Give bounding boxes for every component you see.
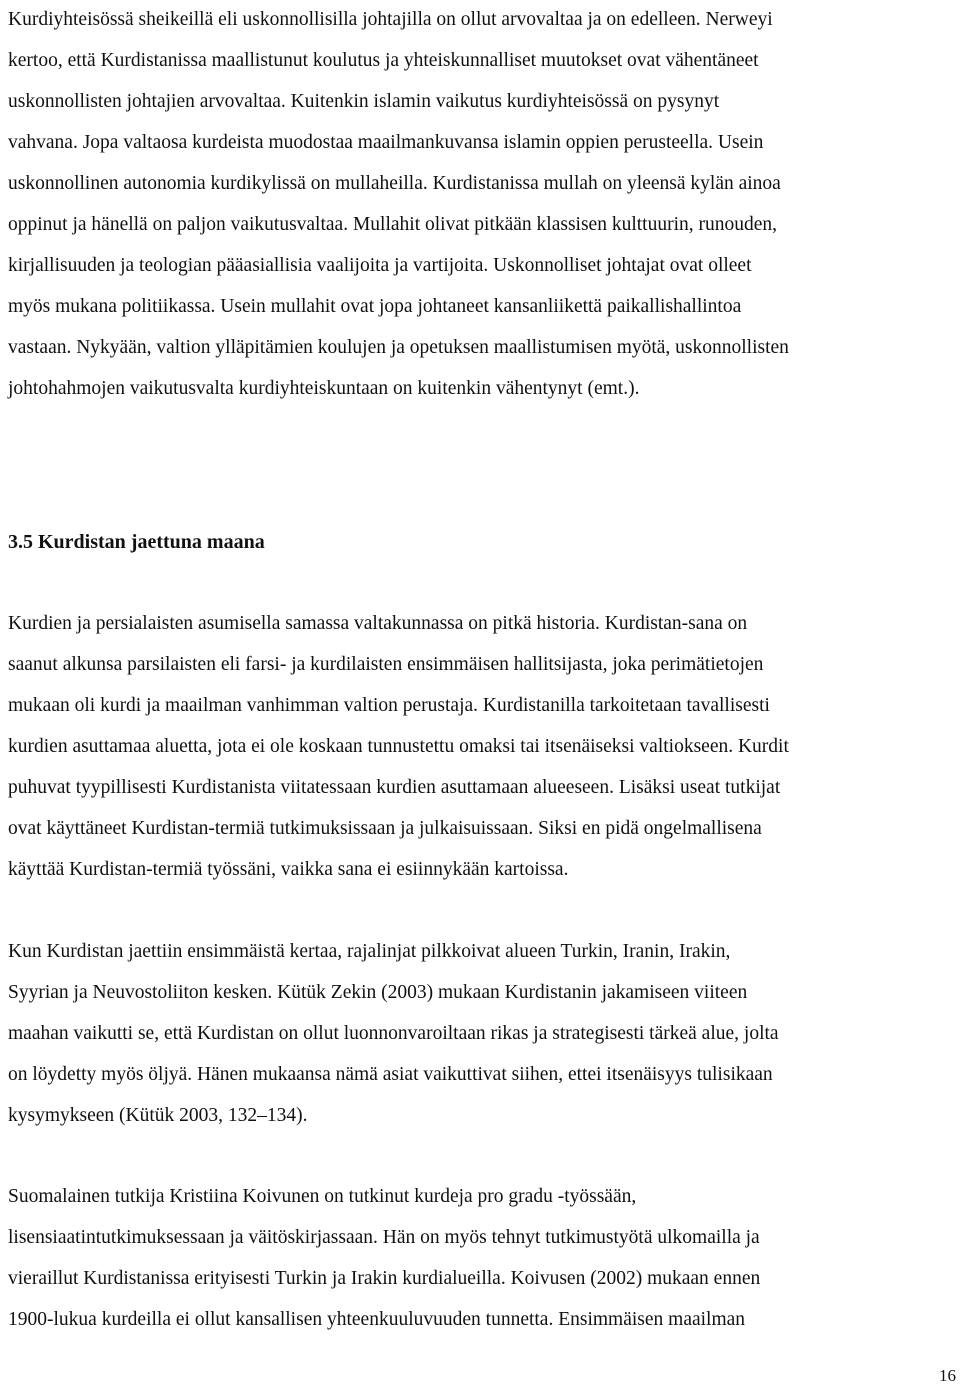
- text-line: Syyrian ja Neuvostoliiton kesken. Kütük Zekin (2003) mukaan Kurdistanin jakamiseen viiteen: [8, 982, 748, 1003]
- text-line: uskonnollinen autonomia kurdikylissä on mullaheilla. Kurdistanissa mullah on yleensä kylän ainoa: [8, 173, 781, 194]
- text-line: kysymykseen (Kütük 2003, 132–134).: [8, 1105, 308, 1126]
- text-line: Kurdiyhteisössä sheikeillä eli uskonnollisilla johtajilla on ollut arvovaltaa ja on edelleen. Nerweyi: [8, 9, 773, 30]
- text-line: 1900-lukua kurdeilla ei ollut kansallisen yhteenkuuluvuuden tunnetta. Ensimmäisen maailman: [8, 1309, 746, 1330]
- text-line: lisensiaatintutkimuksessaan ja väitöskirjassaan. Hän on myös tehnyt tutkimustyötä ulkomailla ja: [8, 1227, 760, 1248]
- text-line: on löydetty myös öljyä. Hänen mukaansa nämä asiat vaikuttivat siihen, ettei itsenäisyys tulisikaan: [8, 1064, 773, 1085]
- text-line: vahvana. Jopa valtaosa kurdeista muodostaa maailmankuvansa islamin oppien perusteella. Usein: [8, 132, 764, 153]
- paragraph-religious-leaders: [8, 0, 958, 409]
- section-heading: 3.5 Kurdistan jaettuna maana: [8, 531, 265, 553]
- paragraph-division: [8, 931, 958, 1136]
- paragraph-kurdistan-history: [8, 603, 958, 890]
- paragraph-koivunen: [8, 1176, 958, 1340]
- text-line: Kun Kurdistan jaettiin ensimmäistä kertaa, rajalinjat pilkkoivat alueen Turkin, Iranin, Irakin,: [8, 941, 731, 962]
- text-line: puhuvat tyypillisesti Kurdistanista viitatessaan kurdien asuttamaan alueeseen. Lisäksi useat tutkijat: [8, 777, 781, 798]
- text-line: vastaan. Nykyään, valtion ylläpitämien koulujen ja opetuksen maallistumisen myötä, uskonnollisten: [8, 337, 789, 358]
- text-line: ovat käyttäneet Kurdistan-termiä tutkimuksissaan ja julkaisuissaan. Siksi en pidä ongelmallisena: [8, 818, 762, 839]
- text-line: kirjallisuuden ja teologian pääasiallisia vaalijoita ja vartijoita. Uskonnolliset johtajat ovat olleet: [8, 255, 752, 276]
- text-line: maahan vaikutti se, että Kurdistan on ollut luonnonvaroiltaan rikas ja strategisesti tärkeä alue, jolta: [8, 1023, 779, 1044]
- text-line: johtohahmojen vaikutusvalta kurdiyhteiskuntaan on kuitenkin vähentynyt (emt.).: [8, 378, 640, 399]
- text-line: uskonnollisten johtajien arvovaltaa. Kuitenkin islamin vaikutus kurdiyhteisössä on pysynyt: [8, 91, 720, 112]
- text-line: vieraillut Kurdistanissa erityisesti Turkin ja Irakin kurdialueilla. Koivusen (2002) mukaan ennen: [8, 1268, 761, 1289]
- text-line: oppinut ja hänellä on paljon vaikutusvaltaa. Mullahit olivat pitkään klassisen kulttuurin, runouden,: [8, 214, 778, 235]
- text-line: mukaan oli kurdi ja maailman vanhimman valtion perustaja. Kurdistanilla tarkoitetaan tavallisesti: [8, 695, 770, 716]
- text-line: Suomalainen tutkija Kristiina Koivunen on tutkinut kurdeja pro gradu -työssään,: [8, 1186, 637, 1207]
- text-line: saanut alkunsa parsilaisten eli farsi- ja kurdilaisten ensimmäisen hallitsijasta, joka perimätietojen: [8, 654, 764, 675]
- text-line: kertoo, että Kurdistanissa maallistunut koulutus ja yhteiskunnalliset muutokset ovat vähentäneet: [8, 50, 759, 71]
- text-line: kurdien asuttamaa aluetta, jota ei ole koskaan tunnustettu omaksi tai itsenäiseksi valtiokseen. Kurdit: [8, 736, 789, 757]
- text-line: käyttää Kurdistan-termiä työssäni, vaikka sana ei esiinnykään kartoissa.: [8, 859, 569, 880]
- page-number: 16: [939, 1366, 956, 1385]
- text-line: myös mukana politiikassa. Usein mullahit ovat jopa johtaneet kansanliikettä paikallishallintoa: [8, 296, 742, 317]
- text-line: Kurdien ja persialaisten asumisella samassa valtakunnassa on pitkä historia. Kurdistan-sana on: [8, 613, 748, 634]
